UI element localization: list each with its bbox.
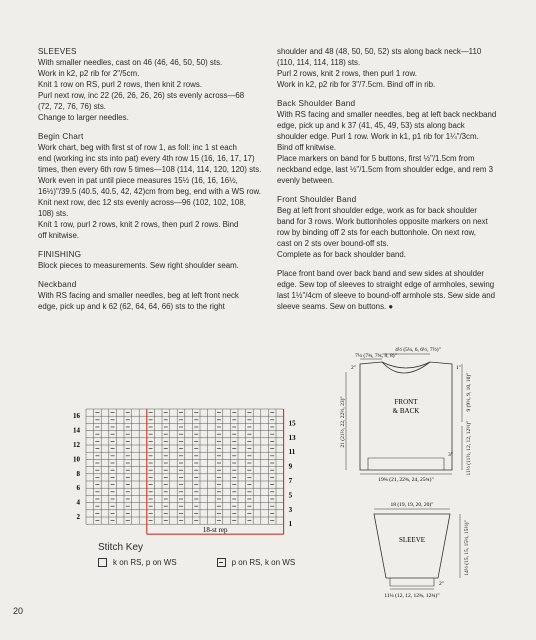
knit-key-label: k on RS, p on WS xyxy=(113,558,177,567)
sleeve-schematic-svg xyxy=(360,498,490,598)
left-column-heading: Neckband xyxy=(38,280,77,289)
left-column-text-line: Knit 1 row on RS, purl 2 rows, then knit 2 rows. xyxy=(38,80,203,89)
repeat-label: 18-st rep xyxy=(202,526,228,535)
sleeve-schematic xyxy=(360,498,490,603)
bottom-band-outline xyxy=(368,458,444,470)
bottom-width-dim: 19¾ (21, 22¾, 24, 25¾)" xyxy=(378,477,434,483)
left-column-text-line: edge, pick up and k 62 (62, 64, 64, 66) sts to the right xyxy=(38,302,225,311)
cuff-depth-dim: 2" xyxy=(439,581,444,587)
right-row-number: 3 xyxy=(288,505,293,514)
right-column-text-line: Place markers on band for 5 buttons, first ½"/1.5cm from xyxy=(277,154,475,163)
body-outline xyxy=(360,362,452,470)
cuff-width-dim: 11¼ (12, 12, 12¾, 12¾)" xyxy=(384,593,440,599)
left-row-number: 10 xyxy=(73,455,80,464)
right-column-text-line: shoulder edge. Purl 1 row. Work in k1, p1 rib for 1¼"/3cm. xyxy=(277,132,479,141)
top-width-dim: 4½ (5¼, 6, 6½, 7½)" xyxy=(395,347,441,353)
right-row-number: 11 xyxy=(288,448,296,457)
right-column-heading: Back Shoulder Band xyxy=(277,99,356,108)
right-column-text-line: evenly between. xyxy=(277,176,335,185)
left-row-number: 12 xyxy=(73,441,80,449)
right-column-text-line: edge. Sew top of sleeves to straight edge of armholes, sewing xyxy=(277,280,495,289)
right-column-text-line: neckband edge, last ½"/1.5cm from shoulder edge, and rem 3 xyxy=(277,165,493,174)
body-schematic-svg xyxy=(338,347,508,483)
left-column-text-line: With RS facing and smaller needles, beg at left front neck xyxy=(38,291,239,300)
stitch-chart-svg xyxy=(56,401,306,536)
body-length-dim: 21 (21½, 22, 22½, 23)" xyxy=(340,396,346,448)
right-row-number: 13 xyxy=(288,433,296,442)
left-row-number: 8 xyxy=(76,469,80,478)
right-row-number: 15 xyxy=(288,419,296,428)
left-column-text-line: Change to larger needles. xyxy=(38,113,129,122)
cuff-outline xyxy=(390,578,434,586)
right-column-text-line: Work in k2, p2 rib for 3"/7.5cm. Bind off in rib. xyxy=(277,80,436,89)
left-column-text-line: With smaller needles, cast on 46 (46, 46, 50, 50) sts. xyxy=(38,58,223,67)
left-column-text-line: (72, 72, 76, 76) sts. xyxy=(38,102,106,111)
left-row-number: 6 xyxy=(76,484,80,493)
right-column-text-line: With RS facing and smaller needles, beg at left back neckband xyxy=(277,110,497,119)
body-schematic xyxy=(338,347,508,487)
right-column-text-line: cast on 2 sts over bound-off sts. xyxy=(277,239,389,248)
page-number: 20 xyxy=(13,606,24,616)
knit-square-icon xyxy=(98,558,107,567)
purl-key-label: p on RS, k on WS xyxy=(231,558,296,567)
right-column-text-line: edge, pick up and k 37 (41, 45, 49, 53) sts along back xyxy=(277,121,465,130)
sleeve-top-width-dim: 18 (19, 19, 20, 20)" xyxy=(390,502,434,508)
right-column-text-line: Beg at left front shoulder edge, work as for back shoulder xyxy=(277,206,478,215)
right-row-number: 5 xyxy=(288,491,293,500)
armhole-depth-dim: 9 (9½, 9, 10, 10)" xyxy=(466,372,472,412)
neck-depth-dim: 2" xyxy=(351,365,356,371)
right-column-text-line: Bind off knitwise. xyxy=(277,143,337,152)
shoulder-drop-dim: 1" xyxy=(456,365,461,371)
right-column-text-line: band for 3 rows. Work buttonholes opposite markers on next xyxy=(277,217,488,226)
left-column-text-line: Work in k2, p2 rib for 2"/5cm. xyxy=(38,69,140,78)
stitch-key-row xyxy=(98,558,318,567)
right-row-number: 1 xyxy=(288,520,293,529)
left-row-number: 14 xyxy=(73,426,80,435)
left-row-number: 16 xyxy=(73,412,80,421)
right-column-text-line: (110, 114, 114, 118) sts. xyxy=(277,58,361,67)
left-column-heading: SLEEVES xyxy=(38,47,77,56)
left-column-text-line: Block pieces to measurements. Sew right shoulder seam. xyxy=(38,261,239,270)
right-column-text-line: shoulder and 48 (48, 50, 50, 52) sts along back neck—110 xyxy=(277,47,482,56)
right-row-number: 9 xyxy=(288,462,293,471)
stitch-key-title: Stitch Key xyxy=(98,542,144,553)
stitch-chart xyxy=(56,401,306,541)
sleeve-outline xyxy=(374,514,450,578)
sleeve-length-dim: 14½ (15, 15, 15½, 15½)" xyxy=(464,520,470,576)
left-column-text-line: times, then every 6th row 5 times—108 (114, 114, 120, 120) sts. xyxy=(38,165,262,174)
right-row-number: 7 xyxy=(288,477,293,485)
left-column-text-line: 16½)"/39.5 (40.5, 40.5, 42, 42)cm from beg, end with a WS row. xyxy=(38,187,261,196)
front-back-label-1: FRONT xyxy=(394,398,418,406)
right-column-text-line: row by binding off 2 sts for each buttonhole. On next row, xyxy=(277,228,476,237)
right-column-text-line: Complete as for back shoulder band. xyxy=(277,250,406,259)
right-text-column xyxy=(277,46,509,312)
left-row-number: 2 xyxy=(76,513,80,521)
stitch-key xyxy=(98,542,318,567)
left-column-text-line: Knit next row, dec 12 sts evenly across—96 (102, 102, 108, xyxy=(38,198,246,207)
shoulder-width-dim: 7¼ (7¾, 7¾, 8, 8)" xyxy=(355,353,397,359)
side-length-dim: 11½ (11½, 12, 12, 12½)" xyxy=(466,420,472,476)
left-column-text-line: Work chart, beg with first st of row 1, as foll: inc 1 st each xyxy=(38,143,237,152)
left-column-text-line: 108) sts. xyxy=(38,209,69,218)
sleeve-label: SLEEVE xyxy=(398,536,426,544)
right-column-text-line: last 1½"/4cm of sleeve to bound-off armhole sts. Sew side and xyxy=(277,291,496,300)
bottom-band-dim: 3" xyxy=(448,452,453,458)
left-column-text-line: Work even in pat until piece measures 15½ (16, 16, 16½, xyxy=(38,176,238,185)
right-column-text-line: Purl 2 rows, knit 2 rows, then purl 1 row. xyxy=(277,69,417,78)
left-column-heading: Begin Chart xyxy=(38,132,84,141)
left-row-number: 4 xyxy=(76,498,80,507)
right-column-text-line: sleeve seams. Sew on buttons. ● xyxy=(277,302,394,311)
left-column-text-line: end (working inc sts into pat) every 4th row 15 (16, 16, 17, 17) xyxy=(38,154,255,163)
left-column-heading: FINISHING xyxy=(38,250,82,259)
purl-square-icon xyxy=(217,558,226,567)
right-column-text-line: Place front band over back band and sew sides at shoulder xyxy=(277,269,485,278)
right-column-heading: Front Shoulder Band xyxy=(277,195,357,204)
left-column-text-line: off knitwise. xyxy=(38,231,80,240)
left-text-column xyxy=(38,46,270,312)
left-column-text-line: Knit 1 row, purl 2 rows, knit 2 rows, then purl 2 rows. Bind xyxy=(38,220,239,229)
left-column-text-line: Purl next row, inc 22 (26, 26, 26, 26) sts evenly across—68 xyxy=(38,91,245,100)
front-back-label-2: & BACK xyxy=(392,407,420,415)
